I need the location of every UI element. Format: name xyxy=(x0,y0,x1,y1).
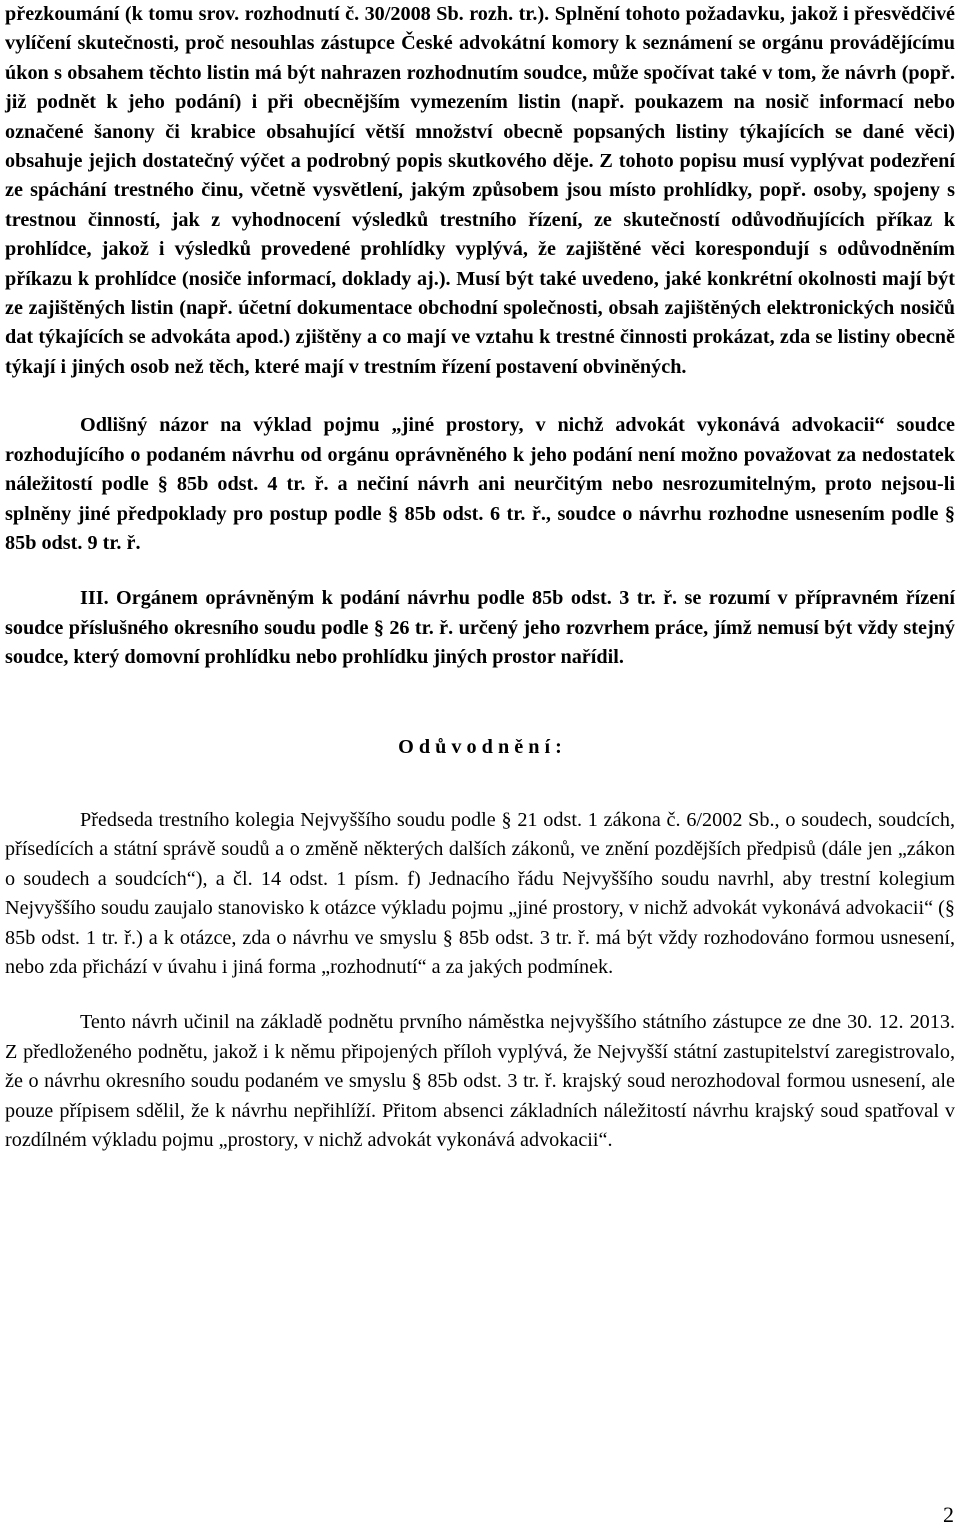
paragraph-bold-continuation: přezkoumání (k tomu srov. rozhodnutí č. 30/2008 Sb. rozh. tr.). Splnění tohoto požadavku, jakož i přesvědčivé vylíčení skutečnosti, proč nesouhlas zástupce České advokátní komory k seznámení se orgánu provádějícímu úkon s obsahem těchto listin má být nahrazen rozhodnutím soudce, může spočívat také v tom, že návrh (popř. již podnět k jeho podání) i při obecnějším vymezením listin (např. poukazem na nosič informací nebo označené šanony či krabice obsahující větší množství obecně popsaných listiny týkajících se dané věci) obsahuje jejich dostatečný výčet a podrobný popis skutkového děje. Z tohoto popisu musí vyplývat podezření ze spáchání trestného činu, včetně vysvětlení, jakým způsobem jsou místo prohlídky, popř. osoby, spojeny s trestnou činností, jak z vyhodnocení výsledků trestního řízení, ze skutečností odůvodňujících příkaz k prohlídce, jakož i výsledků provedené prohlídky vyplývá, že zajištěné věci korespondují s odůvodněním příkazu k prohlídce (nosiče informací, doklady aj.). Musí být také uvedeno, jaké konkrétní okolnosti mají být ze zajištěných listin (např. účetní dokumentace obchodní společnosti, obsah zajištěných elektronických nosičů dat týkajících se advokáta apod.) zjištěny a co mají ve vztahu k trestné činnosti prokázat, zda se listiny obecně týkají i jiných osob než těch, které mají v trestním řízení postavení obviněných. xyxy=(5,3,955,378)
page-number: 2 xyxy=(943,1502,954,1527)
section-heading-reasoning: O d ů v o d n ě n í : xyxy=(398,735,562,758)
paragraph-bold-dissenting-view: Odlišný názor na výklad pojmu „jiné prostory, v nichž advokát vykonává advokacii“ soudce rozhodujícího o podaném návrhu od orgánu oprávněného k jeho podání není možno považovat za nedostatek náležitostí podle § 85b odst. 4 tr. ř. a nečiní návrh ani neurčitým nebo nesrozumitelným, proto nejsou-li splněny jiné předpoklady pro postup podle § 85b odst. 6 tr. ř., soudce o návrhu rozhodne usnesením podle § 85b odst. 9 tr. ř. xyxy=(5,414,955,554)
paragraph-reasoning-proposal: Tento návrh učinil na základě podnětu prvního náměstka nejvyššího státního zástupce ze dne 30. 12. 2013. Z předloženého podnětu, jakož i k němu připojených příloh vyplývá, že Nejvyšší státní zastupitelství zaregistrovalo, že o návrhu okresního soudu podaném ve smyslu § 85b odst. 3 tr. ř. krajský soud nerozhodoval formou usnesení, ale pouze přípisem sdělil, že k návrhu nepřihlíží. Přitom absenci základních náležitostí návrhu krajský soud spatřoval v rozdílném výkladu pojmu „prostory, v nichž advokát vykonává advokacii“. xyxy=(5,1011,955,1151)
paragraph-bold-section-three: III. Orgánem oprávněným k podání návrhu podle 85b odst. 3 tr. ř. se rozumí v přípravném řízení soudce příslušného okresního soudu podle § 26 tr. ř. určený jeho rozvrhem práce, jímž nemusí být vždy stejný soudce, který domovní prohlídku nebo prohlídku jiných prostor nařídil. xyxy=(5,587,955,669)
document-page xyxy=(5,0,955,1155)
paragraph-reasoning-intro: Předseda trestního kolegia Nejvyššího soudu podle § 21 odst. 1 zákona č. 6/2002 Sb., o soudech, soudcích, přísedících a státní správě soudů a o změně některých dalších zákonů, ve znění pozdějších předpisů (dále jen „zákon o soudech a soudcích“), a čl. 14 odst. 1 písm. f) Jednacího řádu Nejvyššího soudu navrhl, aby trestní kolegium Nejvyššího soudu zaujalo stanovisko k otázce výkladu pojmu „jiné prostory, v nichž advokát vykonává advokacii“ (§ 85b odst. 1 tr. ř.) a k otázce, zda o návrhu ve smyslu § 85b odst. 3 tr. ř. má být vždy rozhodováno formou usnesení, nebo zda přichází v úvahu i jiná forma „rozhodnutí“ a za jakých podmínek. xyxy=(5,808,955,978)
